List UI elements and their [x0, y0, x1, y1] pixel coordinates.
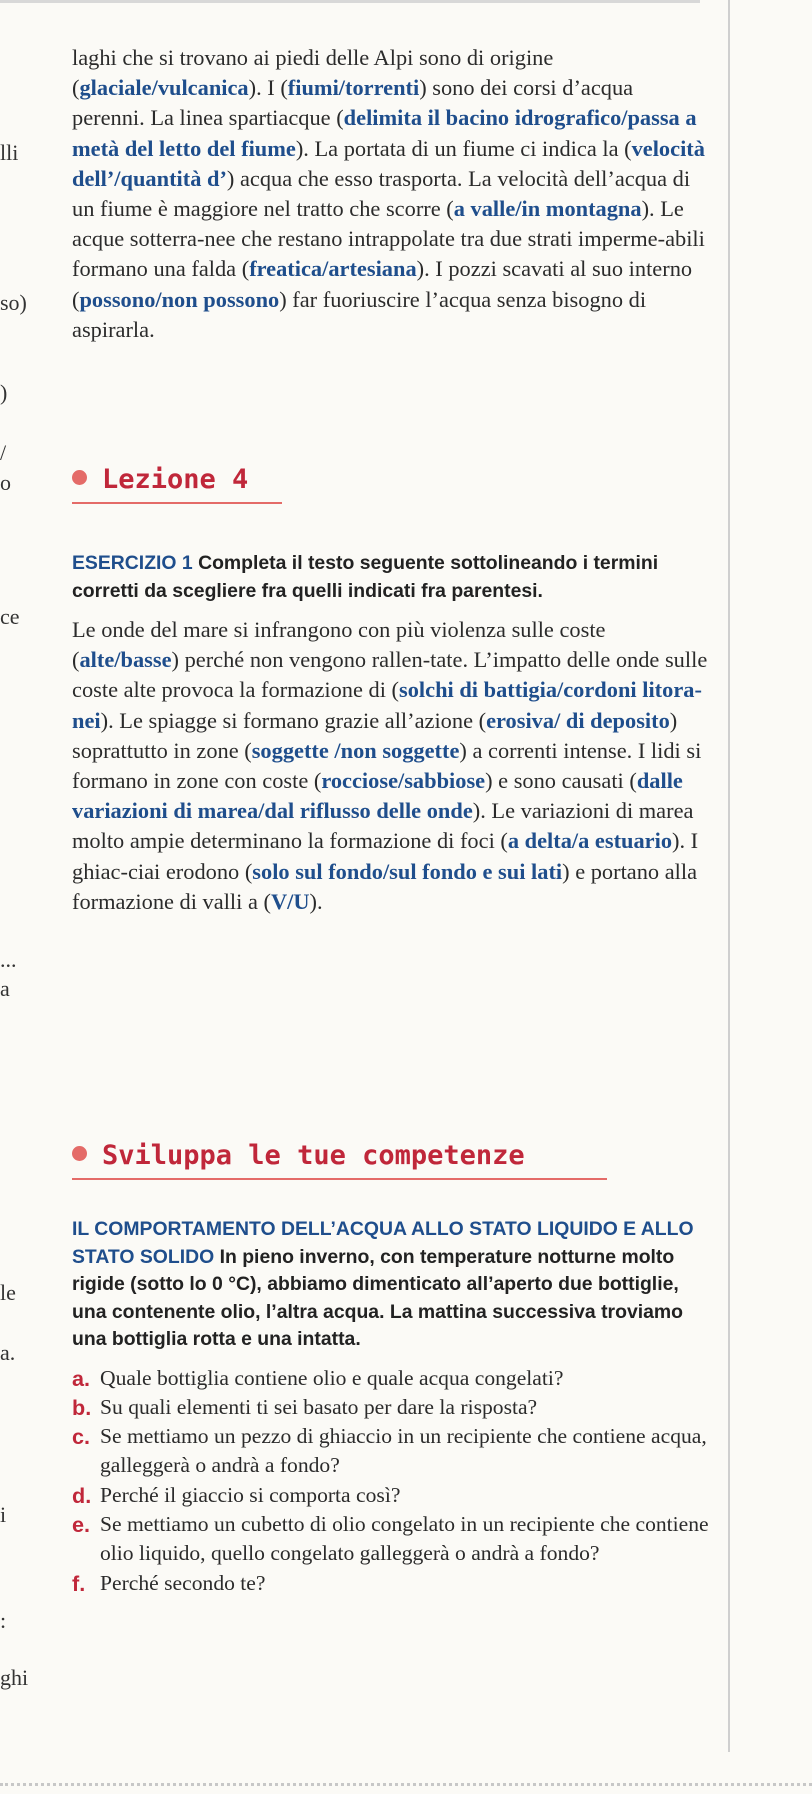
- exercise-label: ESERCIZIO 1: [72, 552, 193, 574]
- question-text: Se mettiamo un cubetto di olio congelato in un recipiente che contiene olio liquido, quello congelato galleggerà o andrà a fondo?: [100, 1511, 709, 1566]
- margin-fragment: /: [0, 440, 7, 465]
- text-run: ) perché non vengono rallen-tate. L’impatto delle onde sulle coste alte provoca la formazione di (: [72, 647, 708, 703]
- margin-fragment: o: [0, 470, 11, 495]
- question-letter: d.: [72, 1482, 92, 1508]
- top-rule: [0, 0, 700, 3]
- page-bottom-dotted-rule: [0, 1783, 812, 1786]
- question-item: [72, 1393, 712, 1422]
- column-divider: [728, 0, 730, 1752]
- answer-option: possono/non possono: [79, 286, 280, 312]
- margin-fragment: a: [0, 976, 10, 1001]
- question-letter: f.: [72, 1570, 86, 1596]
- heading-underline: [72, 1178, 607, 1180]
- competenze-intro-text: In pieno inverno, con temperature notturne molto rigide (sotto lo 0 °C), abbiamo dimenticato all’aperto due bottiglie, una contenente olio, l’altra acqua. La mattina successiva troviamo una bottiglia rotta e una intatta.: [72, 1245, 683, 1350]
- bullet-dot-icon: [72, 1146, 87, 1161]
- answer-option: fiumi/torrenti: [287, 75, 420, 101]
- margin-fragment: ): [0, 380, 8, 405]
- answer-option: rocciose/sabbiose: [321, 768, 486, 794]
- question-letter: a.: [72, 1365, 91, 1391]
- question-item: [72, 1422, 712, 1481]
- margin-fragment: le: [0, 1280, 16, 1305]
- answer-option: velocità dell’/quantità d’: [72, 135, 705, 191]
- question-item: [72, 1569, 712, 1598]
- question-item: [72, 1510, 712, 1569]
- text-run: ). I ghiac-ciai erodono (: [72, 828, 699, 884]
- text-run: ) far fuoriuscire l’acqua senza bisogno di aspirarla.: [72, 286, 647, 342]
- margin-fragment: so): [0, 290, 27, 315]
- lezione-4-title: Lezione 4: [102, 464, 249, 495]
- text-run: ) e portano alla formazione di valli a (: [72, 858, 698, 914]
- answer-option: delimita il bacino idrografico/passa a metà del letto del fiume: [72, 105, 697, 161]
- margin-fragment: ce: [0, 604, 20, 629]
- answer-option: solo sul fondo/sul fondo e sui lati: [252, 858, 563, 884]
- text-run: ) soprattutto in zone (: [72, 707, 678, 763]
- lezione-4-text: [72, 615, 712, 917]
- competenze-title: Sviluppa le tue competenze: [102, 1140, 525, 1171]
- exercise-instruction: [72, 550, 712, 605]
- fiumi-text: [72, 43, 707, 345]
- answer-option: V/U: [270, 888, 310, 914]
- text-run: Le onde del mare si infrangono con più violenza sulle coste (: [72, 617, 606, 673]
- question-text: Se mettiamo un pezzo di ghiaccio in un recipiente che contiene acqua, galleggerà o andrà a fondo?: [100, 1424, 707, 1478]
- heading-underline: [72, 502, 282, 504]
- question-text: Quale bottiglia contiene olio e quale acqua congelati?: [100, 1365, 564, 1390]
- text-run: ) e sono causati (: [485, 768, 637, 794]
- text-run: ). Le spiagge si formano grazie all’azione (: [100, 707, 487, 733]
- question-list: [72, 1364, 712, 1598]
- question-letter: b.: [72, 1394, 92, 1420]
- question-letter: e.: [72, 1511, 91, 1537]
- esercizio-1-block: [72, 550, 712, 917]
- text-run: ) sono dei corsi d’acqua perenni. La linea spartiacque (: [72, 75, 634, 131]
- answer-option: soggette /non soggette: [251, 737, 460, 763]
- exercise-instruction-text: Completa il testo seguente sottolineando i termini corretti da scegliere fra quelli indicati fra parentesi.: [72, 552, 659, 602]
- question-letter: c.: [72, 1424, 91, 1450]
- text-run: ) a correnti intense. I lidi si formano in zone con coste (: [72, 737, 702, 794]
- margin-fragment: a.: [0, 1340, 16, 1365]
- text-run: ). I pozzi scavati al suo interno (: [72, 256, 693, 312]
- answer-option: a valle/in montagna: [453, 196, 642, 222]
- question-text: Su quali elementi ti sei basato per dare la risposta?: [100, 1394, 538, 1419]
- margin-fragment: :: [0, 1608, 7, 1633]
- answer-option: solchi di battigia/cordoni litora-nei: [72, 677, 702, 733]
- competenze-block: [72, 1216, 712, 1598]
- answer-option: glaciale/vulcanica: [79, 75, 249, 101]
- answer-option: dalle variazioni di marea/dal riflusso delle onde: [72, 768, 683, 824]
- margin-fragment: ghi: [0, 1665, 29, 1690]
- answer-option: alte/basse: [79, 647, 172, 673]
- answer-option: a delta/a estuario: [507, 828, 673, 854]
- question-item: [72, 1364, 712, 1393]
- text-run: ) acqua che esso trasporta. La velocità dell’acqua di un fiume è maggiore nel tratto che scorre (: [72, 165, 691, 222]
- margin-fragment: ...: [0, 947, 17, 972]
- answer-option: freatica/artesiana: [249, 256, 417, 282]
- answer-option: erosiva/ di deposito: [486, 707, 670, 733]
- question-item: [72, 1481, 712, 1510]
- text-run: laghi che si trovano ai piedi delle Alpi sono di origine (: [72, 45, 554, 101]
- text-run: ).: [309, 888, 323, 914]
- text-run: ). I (: [248, 75, 288, 101]
- margin-fragment: lli: [0, 140, 19, 165]
- competenze-intro: [72, 1216, 712, 1354]
- text-run: ). Le variazioni di marea molto ampie determinano la formazione di foci (: [72, 798, 694, 854]
- competenze-heading: [72, 1140, 525, 1171]
- text-run: ). Le acque sotterra-nee che restano intrappolate tra due strati imperme-abili formano una falda (: [72, 196, 705, 282]
- bullet-dot-icon: [72, 470, 87, 485]
- question-text: Perché secondo te?: [100, 1570, 266, 1595]
- margin-fragment: i: [0, 1502, 7, 1527]
- lezione-4-heading: [72, 464, 248, 495]
- question-text: Perché il giaccio si comporta così?: [100, 1482, 401, 1507]
- competenze-topic: IL COMPORTAMENTO DELL’ACQUA ALLO STATO LIQUIDO E ALLO STATO SOLIDO: [72, 1218, 694, 1268]
- fiumi-exercise-paragraph: [72, 43, 707, 345]
- text-run: ). La portata di un fiume ci indica la (: [295, 135, 632, 161]
